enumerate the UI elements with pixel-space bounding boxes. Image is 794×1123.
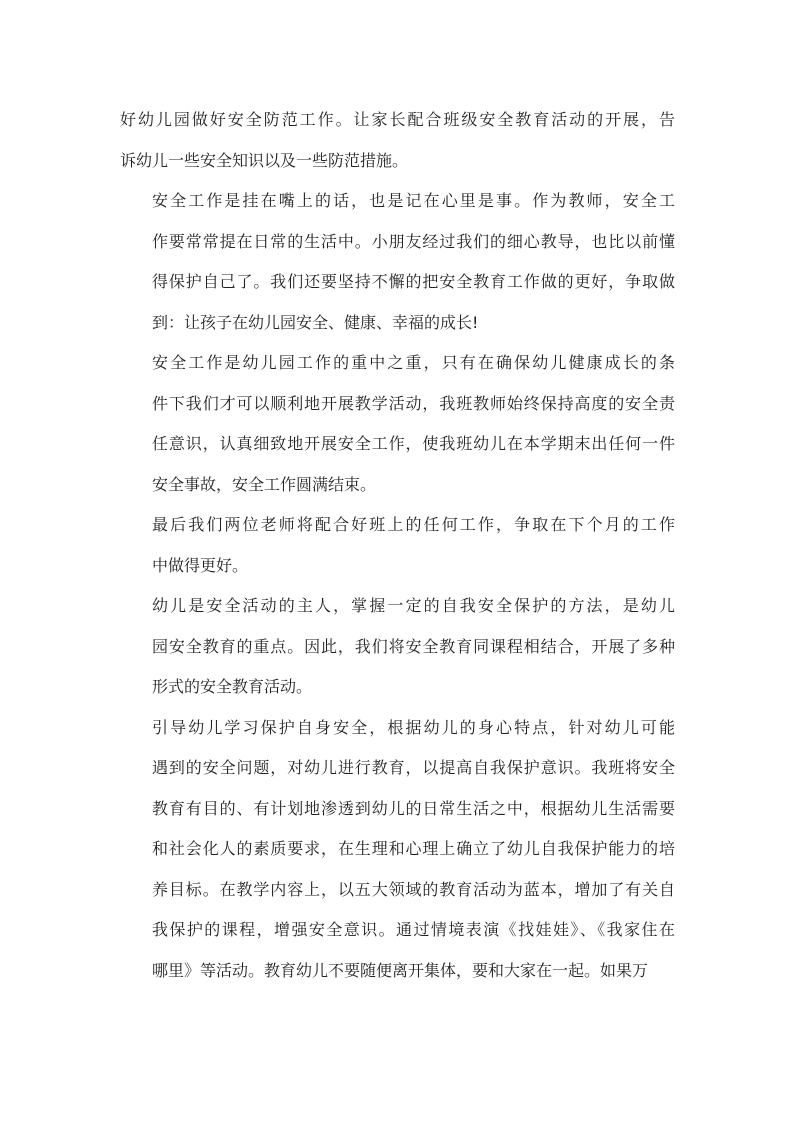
text-line: 安全工作是幼儿园工作的重中之重，只有在确保幼儿健康成长的条: [152, 353, 675, 372]
text-line: 我保护的课程，增强安全意识。通过情境表演《找娃娃》、《我家住在: [152, 920, 675, 939]
text-line: 园安全教育的重点。因此，我们将安全教育同课程相结合，开展了多种: [152, 636, 675, 656]
text-line: 件下我们才可以顺利地开展教学活动，我班教师始终保持高度的安全责: [152, 393, 675, 413]
text-line: 得保护自己了。我们还要坚持不懈的把安全教育工作做的更好，争取做: [152, 272, 675, 291]
text-line: 任意识，认真细致地开展安全工作，使我班幼儿在本学期末出任何一件: [152, 434, 675, 453]
text-line: 形式的安全教育活动。: [152, 677, 313, 696]
paragraph: [120, 343, 675, 505]
text-line: 作要常常提在日常的生活中。小朋友经过我们的细心教导，也比以前懂: [152, 231, 675, 251]
text-line: 安全事故，安全工作圆满结束。: [152, 474, 377, 494]
text-line: 哪里》等活动。教育幼儿不要随便离开集体，要和大家在一起。如果万: [152, 960, 649, 980]
paragraph: [120, 505, 675, 586]
text-line: 中做得更好。: [152, 555, 249, 575]
text-line: 安全工作是挂在嘴上的话，也是记在心里是事。作为教师，安全工: [152, 191, 675, 210]
text-line: 幼儿是安全活动的主人，掌握一定的自我安全保护的方法，是幼儿: [152, 596, 675, 615]
text-line: 到：让孩子在幼儿园安全、健康、幸福的成长!: [152, 312, 479, 332]
text-line: 引导幼儿学习保护自身安全，根据幼儿的身心特点，针对幼儿可能: [152, 717, 675, 737]
paragraph: [120, 708, 675, 992]
text-line: 养目标。在教学内容上，以五大领域的教育活动为蓝本，增加了有关自: [152, 879, 675, 899]
text-line: 最后我们两位老师将配合好班上的任何工作，争取在下个月的工作: [152, 515, 675, 534]
text-line: 好幼儿园做好安全防范工作。让家长配合班级安全教育活动的开展，告: [120, 110, 675, 129]
text-line: 和社会化人的素质要求，在生理和心理上确立了幼儿自我保护能力的培: [152, 839, 675, 858]
text-line: 诉幼儿一些安全知识以及一些防范措施。: [120, 150, 409, 170]
paragraph: [120, 181, 675, 343]
text-line: 遇到的安全问题，对幼儿进行教育，以提高自我保护意识。我班将安全: [152, 758, 675, 777]
document-body: [120, 100, 675, 991]
paragraph: [120, 100, 675, 181]
paragraph: [120, 586, 675, 708]
text-line: 教育有目的、有计划地渗透到幼儿的日常生活之中，根据幼儿生活需要: [152, 798, 675, 818]
